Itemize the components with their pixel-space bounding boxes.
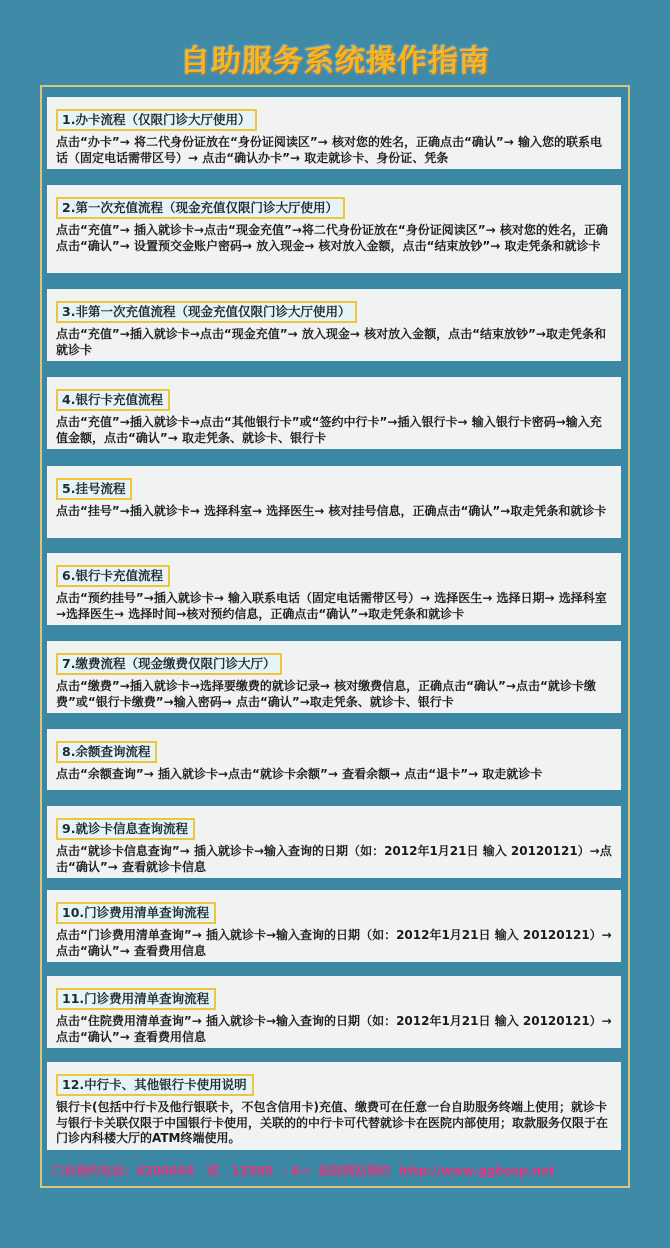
- section-title: 3.非第一次充值流程（现金充值仅限门诊大厅使用）: [56, 301, 357, 323]
- section-outpatient-fee-query: [47, 890, 621, 962]
- section-balance-query: [47, 729, 621, 790]
- section-desc: 点击“余额查询”→ 插入就诊卡→点击“就诊卡余额”→ 查看余额→ 点击“退卡”→ 取走就诊卡: [56, 767, 543, 781]
- section-title: 4.银行卡充值流程: [56, 389, 170, 411]
- page-title: 自助服务系统操作指南: [180, 44, 490, 79]
- section-desc: 点击“办卡”→ 将二代身份证放在“身份证阅读区”→ 核对您的姓名，正确点击“确认”→ 输入您的联系电话（固定电话需带区号）→ 点击“确认办卡”→ 取走就诊卡、身份证、凭条: [56, 135, 603, 165]
- section-bankcard-notes: [47, 1062, 621, 1150]
- section-title: 9.就诊卡信息查询流程: [56, 818, 195, 840]
- section-title: 6.银行卡充值流程: [56, 565, 170, 587]
- section-desc: 点击“住院费用清单查询”→ 插入就诊卡→输入查询的日期（如：2012年1月21日 输入 20120121）→点击“确认”→ 查看费用信息: [56, 1014, 612, 1044]
- section-title: 8.余额查询流程: [56, 741, 157, 763]
- section-desc: 点击“缴费”→插入就诊卡→选择要缴费的就诊记录→ 核对缴费信息，正确点击“确认”→点击“就诊卡缴费”或“银行卡缴费”→输入密码→ 点击“确认”→取走凭条、就诊卡、银行卡: [56, 679, 596, 709]
- section-desc: 点击“挂号”→插入就诊卡→ 选择科室→ 选择医生→ 核对挂号信息，正确点击“确认”→取走凭条和就诊卡: [56, 504, 607, 518]
- section-repeat-recharge: [47, 289, 621, 361]
- section-desc: 点击“门诊费用清单查询”→ 插入就诊卡→输入查询的日期（如：2012年1月21日 输入 20120121）→点击“确认”→ 查看费用信息: [56, 928, 612, 958]
- section-title: 12.中行卡、其他银行卡使用说明: [56, 1074, 254, 1096]
- section-desc: 点击“充值”→插入就诊卡→点击“其他银行卡”或“签约中行卡”→插入银行卡→ 输入银行卡密码→输入充值金额，点击“确认”→ 取走凭条、就诊卡、银行卡: [56, 415, 602, 445]
- section-title: 1.办卡流程（仅限门诊大厅使用）: [56, 109, 257, 131]
- section-desc: 点击“预约挂号”→插入就诊卡→ 输入联系电话（固定电话需带区号）→ 选择医生→ 选择日期→ 选择科室→选择医生→ 选择时间→核对预约信息，正确点击“确认”→取走凭条和就诊卡: [56, 591, 607, 621]
- section-title: 2.第一次充值流程（现金充值仅限门诊大厅使用）: [56, 197, 345, 219]
- section-desc: 点击“就诊卡信息查询”→ 插入就诊卡→输入查询的日期（如：2012年1月21日 输入 20120121）→点击“确认”→ 查看就诊卡信息: [56, 844, 612, 874]
- section-title: 10.门诊费用清单查询流程: [56, 902, 216, 924]
- section-desc: 点击“充值”→ 插入就诊卡→点击“现金充值”→将二代身份证放在“身份证阅读区”→ 核对您的姓名，正确点击“确认”→ 设置预交金账户密码→ 放入现金→ 核对放入金额，点击“结束放钞”→ 取走凭条和就诊卡: [56, 223, 608, 253]
- section-inpatient-fee-query: [47, 976, 621, 1048]
- section-registration: [47, 466, 621, 538]
- section-first-recharge: [47, 185, 621, 273]
- section-desc: 点击“充值”→插入就诊卡→点击“现金充值”→ 放入现金→ 核对放入金额，点击“结束放钞”→取走凭条和就诊卡: [56, 327, 606, 357]
- section-desc: 银行卡(包括中行卡及他行银联卡，不包含信用卡)充值、缴费可在任意一台自助服务终端上使用；就诊卡与银行卡关联仅限于中国银行卡使用，关联的的中行卡可代替就诊卡在医院内部使用；取款服务仅限于在门诊内科楼大厅的ATM终端使用。: [56, 1100, 609, 1145]
- contact-footer: 门诊预约电话：4200666 或 12580 – 6→ 医院网站预约 http://www.gghosp.net: [52, 1164, 555, 1178]
- section-appointment: [47, 553, 621, 625]
- section-card-application: [47, 97, 621, 169]
- section-title: 7.缴费流程（现金缴费仅限门诊大厅）: [56, 653, 282, 675]
- section-title: 5.挂号流程: [56, 478, 132, 500]
- section-card-info-query: [47, 806, 621, 878]
- section-payment: [47, 641, 621, 713]
- section-bankcard-recharge: [47, 377, 621, 449]
- section-title: 11.门诊费用清单查询流程: [56, 988, 216, 1010]
